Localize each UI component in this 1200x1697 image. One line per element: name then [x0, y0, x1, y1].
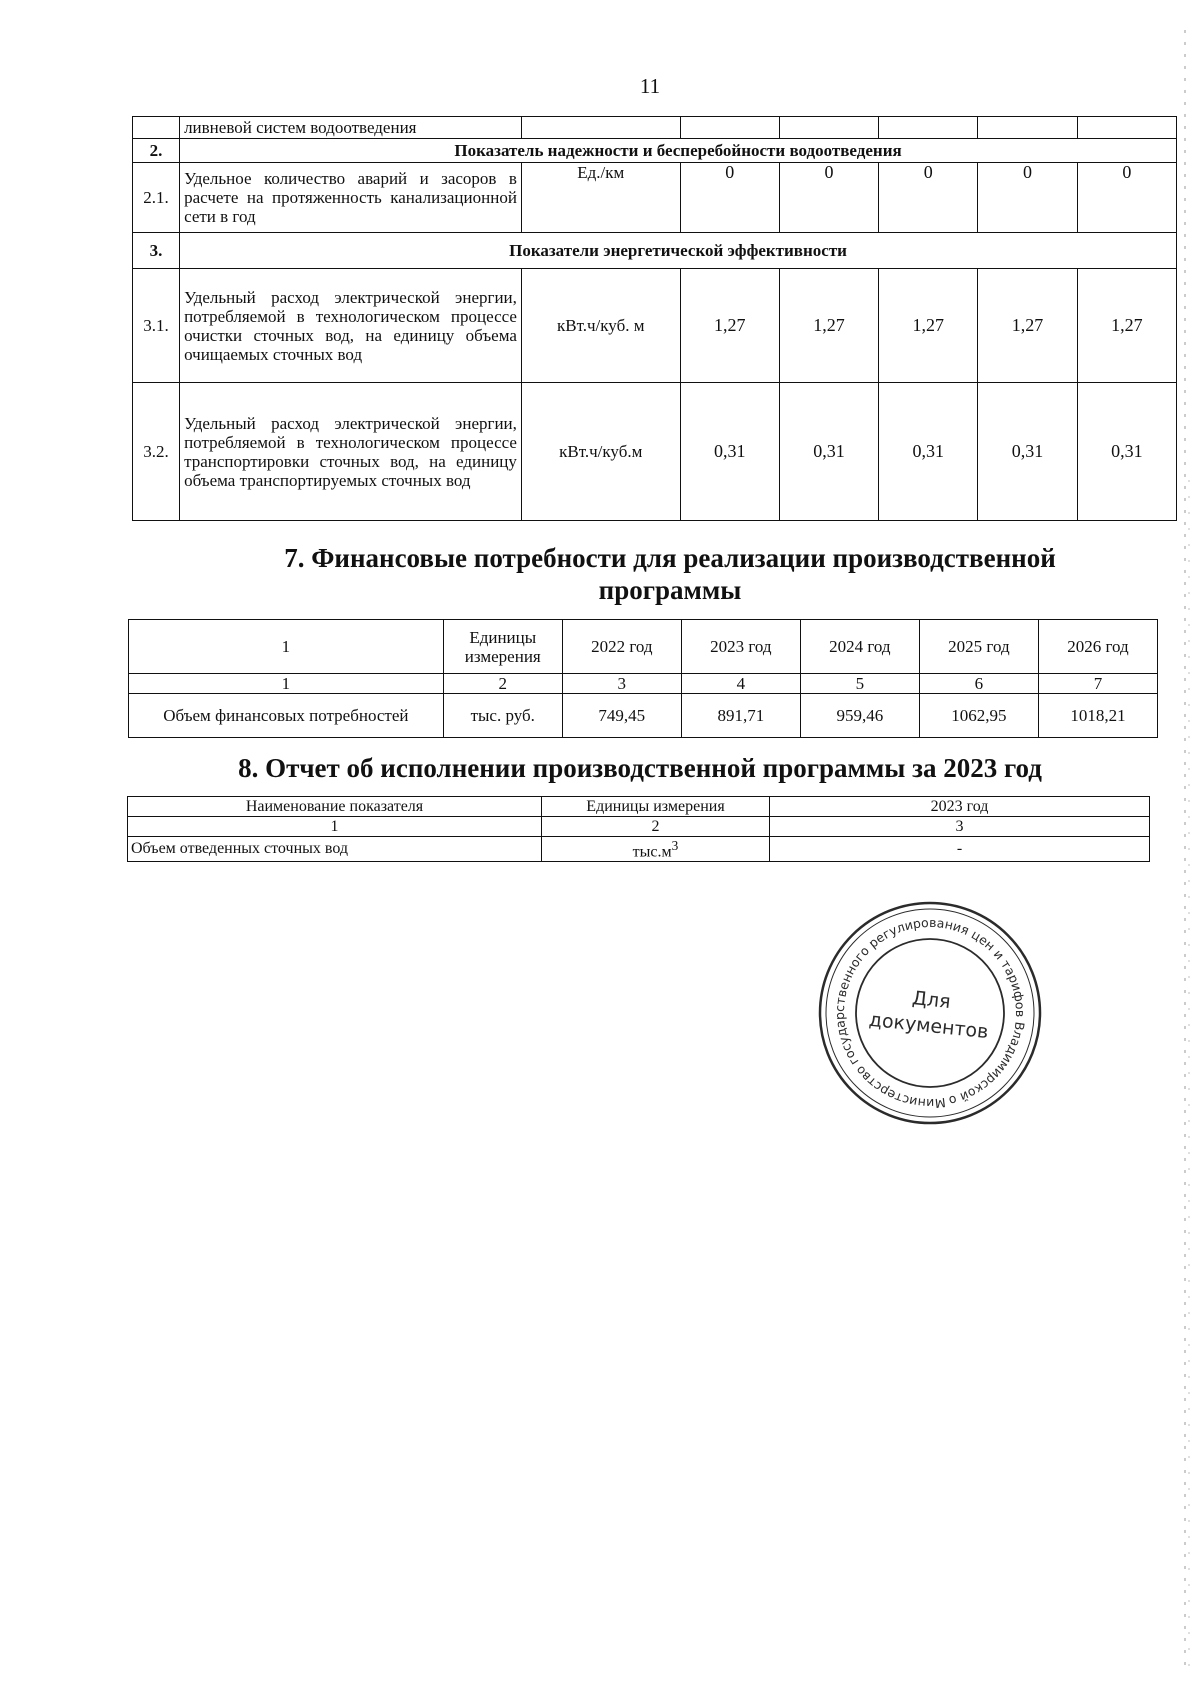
page-number: 11: [639, 74, 661, 98]
header-cell: 2023 год: [681, 620, 800, 674]
financial-needs-table: [128, 619, 1158, 738]
stamp-ring-textpath: Министерство государственного регулирования цен и тарифов Владимирской области: [831, 914, 1029, 1112]
value-cell: 0: [978, 163, 1077, 233]
value-cell: 0,31: [680, 383, 779, 521]
row-name: Объем финансовых потребностей: [129, 694, 444, 738]
indicator-name: Удельный расход электрической энергии, потребляемой в технологическом процессе очистки сточных вод, на единицу объема очищаемых сточных вод: [180, 269, 522, 383]
section-header-row: [133, 233, 1177, 269]
number-cell: 2: [542, 817, 770, 837]
section-7-title-line2: программы: [598, 575, 742, 605]
stamp-center-line2: документов: [867, 1008, 990, 1044]
value-cell: 1062,95: [919, 694, 1038, 738]
number-cell: 7: [1038, 674, 1157, 694]
stamp-outer-ring-inner: [826, 909, 1034, 1117]
section-title: Показатель надежности и бесперебойности водоотведения: [180, 139, 1177, 163]
header-cell: Наименование показателя: [128, 797, 542, 817]
table-row: [133, 383, 1177, 521]
stamp-outer-ring: [820, 903, 1040, 1123]
table-row: [133, 163, 1177, 233]
value-cell: 0,31: [779, 383, 878, 521]
unit-text: тыс.м: [632, 843, 672, 861]
row-unit: тыс. руб.: [443, 694, 562, 738]
unit-superscript: 3: [671, 838, 679, 853]
value-cell: 1,27: [680, 269, 779, 383]
program-report-table: [127, 796, 1150, 862]
header-cell: 2023 год: [770, 797, 1150, 817]
number-cell: 3: [770, 817, 1150, 837]
row-number: 3.2.: [133, 383, 180, 521]
table-row: [133, 269, 1177, 383]
section-7-title-line1: 7. Финансовые потребности для реализации производственной: [284, 543, 1056, 573]
official-stamp: [815, 898, 1045, 1128]
value-cell: 1,27: [879, 269, 978, 383]
indicator-name: Удельное количество аварий и засоров в расчете на протяженность канализационной сети в год: [180, 163, 522, 233]
header-cell: Единицы измерения: [443, 620, 562, 674]
value-cell: 959,46: [800, 694, 919, 738]
table-header-row: [129, 620, 1158, 674]
table-row: [129, 694, 1158, 738]
value-cell: 0: [779, 163, 878, 233]
value-cell: 0,31: [978, 383, 1077, 521]
value-cell: 1,27: [779, 269, 878, 383]
value-cell: 0: [680, 163, 779, 233]
section-8-title: 8. Отчет об исполнении производственной программы за 2023 год: [238, 753, 1042, 783]
value-cell: -: [770, 837, 1150, 862]
number-cell: 1: [129, 674, 444, 694]
indicator-name: Удельный расход электрической энергии, потребляемой в технологическом процессе транспортировки сточных вод, на единицу объема транспортируемых сточных вод: [180, 383, 522, 521]
header-cell: 1: [129, 620, 444, 674]
numbering-row: [128, 817, 1150, 837]
row-number: 2.1.: [133, 163, 180, 233]
number-cell: 4: [681, 674, 800, 694]
number-cell: 5: [800, 674, 919, 694]
continuation-row: [133, 117, 1177, 139]
numbering-row: [129, 674, 1158, 694]
stamp-center-line1: Для: [911, 987, 952, 1014]
indicator-unit: Ед./км: [521, 163, 680, 233]
row-number: 3.1.: [133, 269, 180, 383]
indicator-unit: кВт.ч/куб.м: [521, 383, 680, 521]
section-header-row: [133, 139, 1177, 163]
header-cell: 2026 год: [1038, 620, 1157, 674]
row-unit: [542, 837, 770, 862]
section-number: 3.: [133, 233, 180, 269]
value-cell: 749,45: [562, 694, 681, 738]
header-cell: Единицы измерения: [542, 797, 770, 817]
section-title: Показатели энергетической эффективности: [180, 233, 1177, 269]
number-cell: 2: [443, 674, 562, 694]
number-cell: 3: [562, 674, 681, 694]
header-cell: 2024 год: [800, 620, 919, 674]
table-row: [128, 837, 1150, 862]
row-name: Объем отведенных сточных вод: [128, 837, 542, 862]
scan-edge-marks: [1178, 30, 1192, 1670]
number-cell: 1: [128, 817, 542, 837]
value-cell: 0: [879, 163, 978, 233]
value-cell: 1,27: [1077, 269, 1176, 383]
indicator-unit: кВт.ч/куб. м: [521, 269, 680, 383]
indicators-table: [132, 116, 1177, 521]
header-cell: 2022 год: [562, 620, 681, 674]
header-cell: 2025 год: [919, 620, 1038, 674]
continuation-text: ливневой систем водоотведения: [180, 117, 522, 139]
number-cell: 6: [919, 674, 1038, 694]
section-7-title: [200, 542, 1140, 606]
value-cell: 0: [1077, 163, 1176, 233]
stamp-ring-text: [815, 899, 1045, 1128]
table-header-row: [128, 797, 1150, 817]
value-cell: 891,71: [681, 694, 800, 738]
value-cell: 0,31: [1077, 383, 1176, 521]
value-cell: 1,27: [978, 269, 1077, 383]
section-number: 2.: [133, 139, 180, 163]
value-cell: 0,31: [879, 383, 978, 521]
value-cell: 1018,21: [1038, 694, 1157, 738]
